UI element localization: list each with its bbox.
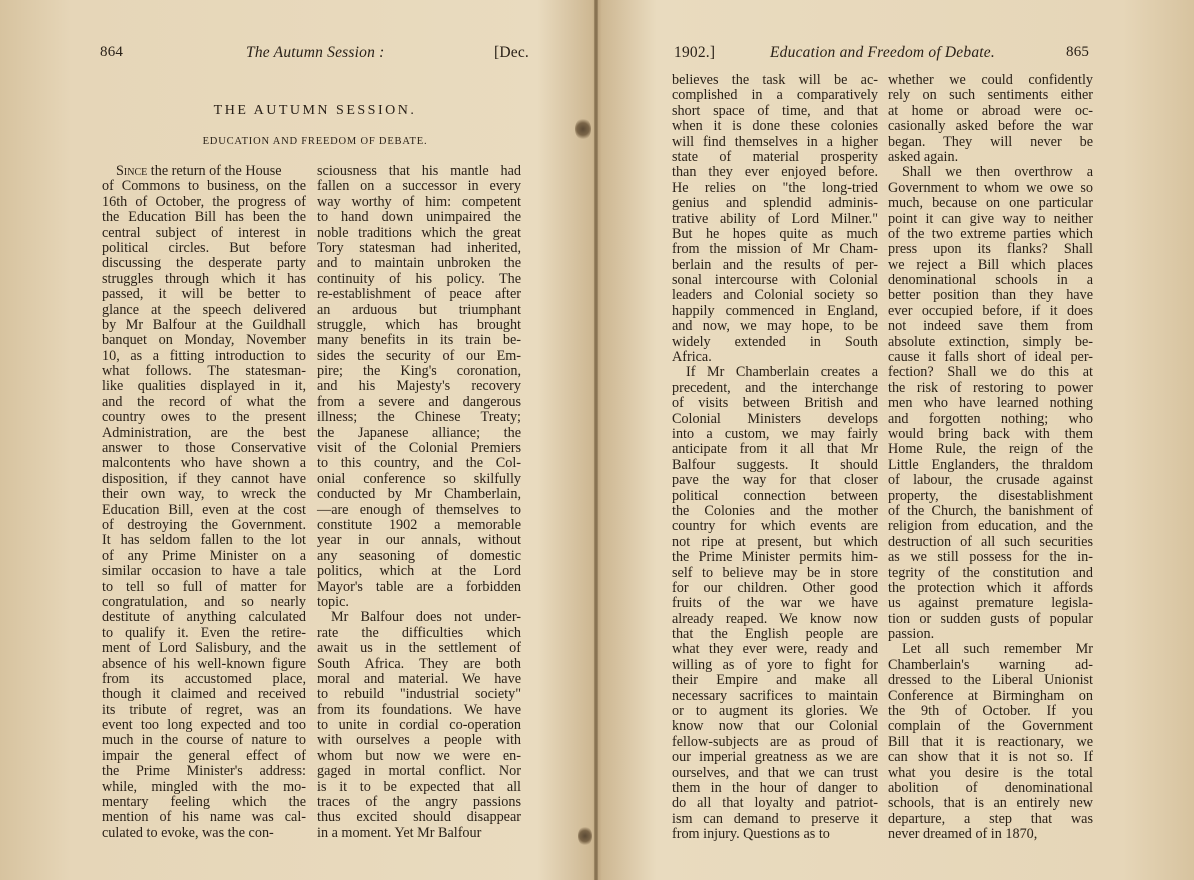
text-line: the Prime Minister's address:: [102, 763, 306, 780]
text-line: from its accustomed place,: [102, 670, 306, 687]
text-line: struggle, which has brought: [317, 316, 521, 333]
text-line: tion or sudden gusts of popular: [888, 610, 1093, 627]
text-line: visit of the Colonial Premiers: [317, 440, 521, 457]
text-line: the protection which it affords: [888, 579, 1093, 596]
text-line: congratulation, and so nearly: [102, 593, 306, 610]
text-line: He relies on "the long-tried: [672, 179, 878, 196]
text-line: them in the hour of danger to: [672, 779, 878, 796]
text-line: Balfour suggests. It should: [672, 456, 878, 473]
text-line: at home or abroad were oc-: [888, 102, 1093, 119]
text-line: cause it falls short of ideal per-: [888, 349, 1093, 366]
text-line: If Mr Chamberlain creates a: [686, 364, 878, 381]
text-line: disposition, if they cannot have: [102, 470, 306, 487]
text-line: similar occasion to have a tale: [102, 563, 306, 580]
text-line: precedent, and the interchange: [672, 379, 878, 396]
text-line: to hand down unimpaired the: [317, 209, 521, 226]
text-line: Colonial Ministers develops: [672, 410, 878, 427]
text-line: ment of Lord Salisbury, and the: [102, 640, 306, 657]
text-line: the Prime Minister permits him-: [672, 549, 878, 566]
text-line: to this country, and the Col-: [317, 455, 521, 472]
left-page-number: 864: [100, 44, 124, 60]
text-line: Tory statesman had inherited,: [317, 239, 521, 256]
text-line: Let all such remember Mr: [902, 641, 1093, 658]
text-line: self to believe may be in store: [672, 564, 878, 581]
text-line: better position than they have: [888, 287, 1093, 304]
text-line: of Commons to business, on the: [102, 178, 306, 195]
text-line: illness; the Chinese Treaty;: [317, 409, 521, 426]
text-line: from its foundations. We have: [317, 701, 521, 718]
text-line: But he hopes quite as much: [672, 225, 878, 242]
text-line: rely on such sentiments either: [888, 87, 1093, 104]
text-line: banquet on Monday, November: [102, 332, 306, 349]
text-line: political connection between: [672, 487, 878, 504]
text-line: country for which events are: [672, 518, 878, 535]
text-line: complished in a comparatively: [672, 87, 878, 104]
text-line: passion.: [888, 626, 935, 643]
text-line: rate the difficulties which: [317, 624, 521, 641]
text-line: [102, 164, 306, 179]
text-line: absence of his well-known figure: [102, 655, 306, 672]
text-line: It has seldom fallen to the lot: [102, 532, 306, 549]
text-line: culated to evoke, was the con-: [102, 824, 274, 841]
text-line: widely extended in South: [672, 333, 878, 350]
text-line: Mayor's table are a forbidden: [317, 578, 521, 595]
text-line: their own way, to wreck the: [102, 486, 306, 503]
text-line: began. They will never be: [888, 133, 1093, 150]
text-line: year in our annals, without: [317, 532, 521, 549]
text-line: way worthy of him: competent: [317, 193, 521, 210]
text-line: leaders and Colonial society so: [672, 287, 878, 304]
text-line: like qualities displayed in it,: [102, 378, 306, 395]
text-line: complain of the Government: [888, 718, 1093, 735]
text-line: anticipate from it all that Mr: [672, 441, 878, 458]
text-line: 10, as a fitting introduction to: [102, 347, 306, 364]
text-line: much, because on one particular: [888, 195, 1093, 212]
text-line: pire; the King's coronation,: [317, 363, 521, 380]
text-line: Bill that it is reactionary, we: [888, 733, 1093, 750]
text-line: sciousness that his mantle had: [317, 163, 521, 179]
text-line: trative ability of Lord Milner.": [672, 210, 878, 227]
text-line: passed, it will be better to: [102, 286, 306, 303]
text-line: and now, we may hope, to be: [672, 318, 878, 335]
text-line: what you desire is the total: [888, 764, 1093, 781]
text-line: fection? Shall we do this at: [888, 364, 1093, 381]
text-line: South Africa. They are both: [317, 655, 521, 672]
text-line: event too long expected and too: [102, 717, 306, 734]
text-line: with ourselves a people with: [317, 732, 521, 749]
text-line: and to maintain unbroken the: [317, 255, 521, 272]
text-line: Home Rule, the reign of the: [888, 441, 1093, 458]
text-line: to unite in cordial co-operation: [317, 717, 521, 734]
text-line: us against premature legisla-: [888, 595, 1093, 612]
text-line: casionally asked before the war: [888, 118, 1093, 135]
text-line: fallen on a successor in every: [317, 178, 521, 195]
text-line: berlain and the results of per-: [672, 256, 878, 273]
text-line: gaged in mortal conflict. Nor: [317, 763, 521, 780]
text-line: already reaped. We know now: [672, 610, 878, 627]
text-line: schools, that is an entirely new: [888, 795, 1093, 812]
text-line: fellow-subjects are as proud of: [672, 733, 878, 750]
left-running-head: The Autumn Session :: [246, 44, 385, 61]
text-line: from injury. Questions as to: [672, 826, 830, 843]
text-line: ism can demand to preserve it: [672, 810, 878, 827]
text-line: not ripe at present, but which: [672, 533, 878, 550]
text-line: as we still possess for the in-: [888, 549, 1093, 566]
text-line: or to augment its glories. We: [672, 703, 878, 720]
text-line: never dreamed of in 1870,: [888, 826, 1038, 843]
text-line: when it is done these colonies: [672, 118, 878, 135]
text-line: the risk of restoring to power: [888, 379, 1093, 396]
text-line: our imperial greatness as we are: [672, 749, 878, 766]
text-line: of the two extreme parties which: [888, 225, 1093, 242]
text-line: in a moment. Yet Mr Balfour: [317, 824, 482, 841]
text-line: its tribute of regret, was an: [102, 701, 306, 718]
text-line: sonal intercourse with Colonial: [672, 272, 878, 289]
text-line: and the record of what the: [102, 393, 306, 410]
text-line: mentary feeling which the: [102, 794, 306, 811]
text-line: into a custom, we may fairly: [672, 425, 878, 442]
text-line-rest: the return of the House: [147, 163, 282, 179]
text-line: and forgotten nothing; who: [888, 410, 1093, 427]
text-line: country owes to the present: [102, 409, 306, 426]
text-line: onial conference so skilfully: [317, 470, 521, 487]
text-line: state of material prosperity: [672, 148, 878, 165]
text-line: any seasoning of domestic: [317, 547, 521, 564]
right-page-column-2: [888, 73, 1093, 843]
text-line: moral and material. We have: [317, 670, 521, 687]
text-line: answer to those Conservative: [102, 440, 306, 457]
text-line: of the Church, the banishment of: [888, 502, 1093, 519]
text-line: destitute of anything calculated: [102, 609, 306, 626]
text-line: Government to whom we owe so: [888, 179, 1093, 196]
text-line: happily commenced in England,: [672, 302, 878, 319]
text-line: tegrity of the constitution and: [888, 564, 1093, 581]
text-line: thus excited should disappear: [317, 809, 521, 826]
text-line: property, the disestablishment: [888, 487, 1093, 504]
text-line: of visits between British and: [672, 395, 878, 412]
text-line: traces of the angry passions: [317, 794, 521, 811]
text-line: —are enough of themselves to: [317, 501, 521, 518]
text-line: that the English people are: [672, 626, 878, 643]
text-line: Little Englanders, the thraldom: [888, 456, 1093, 473]
text-line: the 9th of October. If you: [888, 703, 1093, 720]
text-line: necessary sacrifices to maintain: [672, 687, 878, 704]
ink-blot-mark: [575, 118, 591, 140]
text-line: to tell so full of matter for: [102, 578, 306, 595]
text-line: pave the way for that closer: [672, 472, 878, 489]
text-line: not indeed save them from: [888, 318, 1093, 335]
article-title: THE AUTUMN SESSION.: [213, 103, 417, 118]
right-running-head-date: 1902.]: [674, 44, 716, 61]
text-line: discussing the desperate party: [102, 255, 306, 272]
text-line: glance at the speech delivered: [102, 301, 306, 318]
text-line: the Education Bill has been the: [102, 209, 306, 226]
text-line: struggles through which it has: [102, 270, 306, 287]
text-line: many benefits in its train be-: [317, 332, 521, 349]
text-line: departure, a step that was: [888, 810, 1093, 827]
text-line: 16th of October, the progress of: [102, 193, 306, 210]
text-line: we reject a Bill which places: [888, 256, 1093, 273]
text-line: an arduous but triumphant: [317, 301, 521, 318]
text-line: whom but now we were en-: [317, 747, 521, 764]
right-page-column-1: [672, 73, 878, 843]
left-page-column-2: [317, 164, 521, 841]
text-line: what follows. The statesman-: [102, 363, 306, 380]
text-line: believes the task will be ac-: [672, 72, 878, 88]
text-line: willing as of yore to fight for: [672, 656, 878, 673]
text-line: do all that loyalty and patriot-: [672, 795, 878, 812]
text-line: genius and splendid adminis-: [672, 195, 878, 212]
text-line: from the mission of Mr Cham-: [672, 241, 878, 258]
text-line: Africa.: [672, 349, 712, 366]
text-line: much in the course of nature to: [102, 732, 306, 749]
text-line: conducted by Mr Chamberlain,: [317, 486, 521, 503]
text-line: though it claimed and received: [102, 686, 306, 703]
text-line: Administration, are the best: [102, 424, 306, 441]
right-page-number: 865: [1066, 44, 1090, 60]
text-line: to rebuild "industrial society": [317, 686, 521, 703]
text-line: dressed to the Liberal Unionist: [888, 672, 1093, 689]
text-line: of any Prime Minister on a: [102, 547, 306, 564]
text-line: Chamberlain's warning ad-: [888, 656, 1093, 673]
drop-word: Since: [116, 163, 148, 179]
text-line: for our children. Other good: [672, 579, 878, 596]
text-line: religion from education, and the: [888, 518, 1093, 535]
text-line: noble traditions which the great: [317, 224, 521, 241]
text-line: what they ever were, ready and: [672, 641, 878, 658]
text-line: political circles. But before: [102, 239, 306, 256]
text-line: topic.: [317, 593, 349, 610]
text-line: absolute extinction, simply be-: [888, 333, 1093, 350]
text-line: to qualify it. Even the retire-: [102, 624, 306, 641]
text-line: politics, which at the Lord: [317, 563, 521, 580]
text-line: point it can give way to neither: [888, 210, 1093, 227]
text-line: asked again.: [888, 148, 959, 165]
text-line: can show that it is not so. If: [888, 749, 1093, 766]
text-line: of labour, the crusade against: [888, 472, 1093, 489]
text-line: destruction of all such securities: [888, 533, 1093, 550]
text-line: press upon its flanks? Shall: [888, 241, 1093, 258]
text-line: would bring back with them: [888, 425, 1093, 442]
text-line: of destroying the Government.: [102, 516, 306, 533]
text-line: mention of his name was cal-: [102, 809, 306, 826]
text-line: central subject of interest in: [102, 224, 306, 241]
text-line: await us in the settlement of: [317, 640, 521, 657]
text-line: impair the general effect of: [102, 747, 306, 764]
left-running-head-date: [Dec.: [494, 44, 529, 61]
text-line: by Mr Balfour at the Guildhall: [102, 316, 306, 333]
right-page: [598, 0, 1194, 880]
right-running-head: Education and Freedom of Debate.: [770, 44, 995, 61]
text-line: short space of time, and that: [672, 102, 878, 119]
text-line: will find themselves in a higher: [672, 133, 878, 150]
text-line: their Empire and make all: [672, 672, 878, 689]
text-line: Shall we then overthrow a: [902, 164, 1093, 181]
left-page: [0, 0, 594, 880]
text-line: men who have learned nothing: [888, 395, 1093, 412]
text-line: the Colonies and the mother: [672, 502, 878, 519]
left-page-column-1: [102, 164, 306, 841]
text-line: while, mingled with the mo-: [102, 778, 306, 795]
text-line: ourselves, and that we can trust: [672, 764, 878, 781]
text-line: denominational schools in a: [888, 272, 1093, 289]
text-line: Education Bill, even at the cost: [102, 501, 306, 518]
text-line: re-establishment of peace after: [317, 286, 521, 303]
article-subtitle: EDUCATION AND FREEDOM OF DEBATE.: [202, 136, 428, 147]
text-line: the Japanese alliance; the: [317, 424, 521, 441]
text-line: and his Majesty's recovery: [317, 378, 521, 395]
text-line: continuity of his policy. The: [317, 270, 521, 287]
text-line: Conference at Birmingham on: [888, 687, 1093, 704]
text-line: from a severe and dangerous: [317, 393, 521, 410]
text-line: malcontents who have shown a: [102, 455, 306, 472]
text-line: fruits of the war we have: [672, 595, 878, 612]
text-line: know now that our Colonial: [672, 718, 878, 735]
text-line: ever occupied before, if it does: [888, 302, 1093, 319]
text-line: constitute 1902 a memorable: [317, 516, 521, 533]
text-line: whether we could confidently: [888, 72, 1093, 88]
text-line: abolition of denominational: [888, 779, 1093, 796]
ink-blot-mark: [578, 826, 592, 846]
text-line: is it to be expected that all: [317, 778, 521, 795]
text-line: Mr Balfour does not under-: [331, 609, 521, 626]
text-line: sides the security of our Em-: [317, 347, 521, 364]
text-line: than they ever enjoyed before.: [672, 164, 878, 181]
